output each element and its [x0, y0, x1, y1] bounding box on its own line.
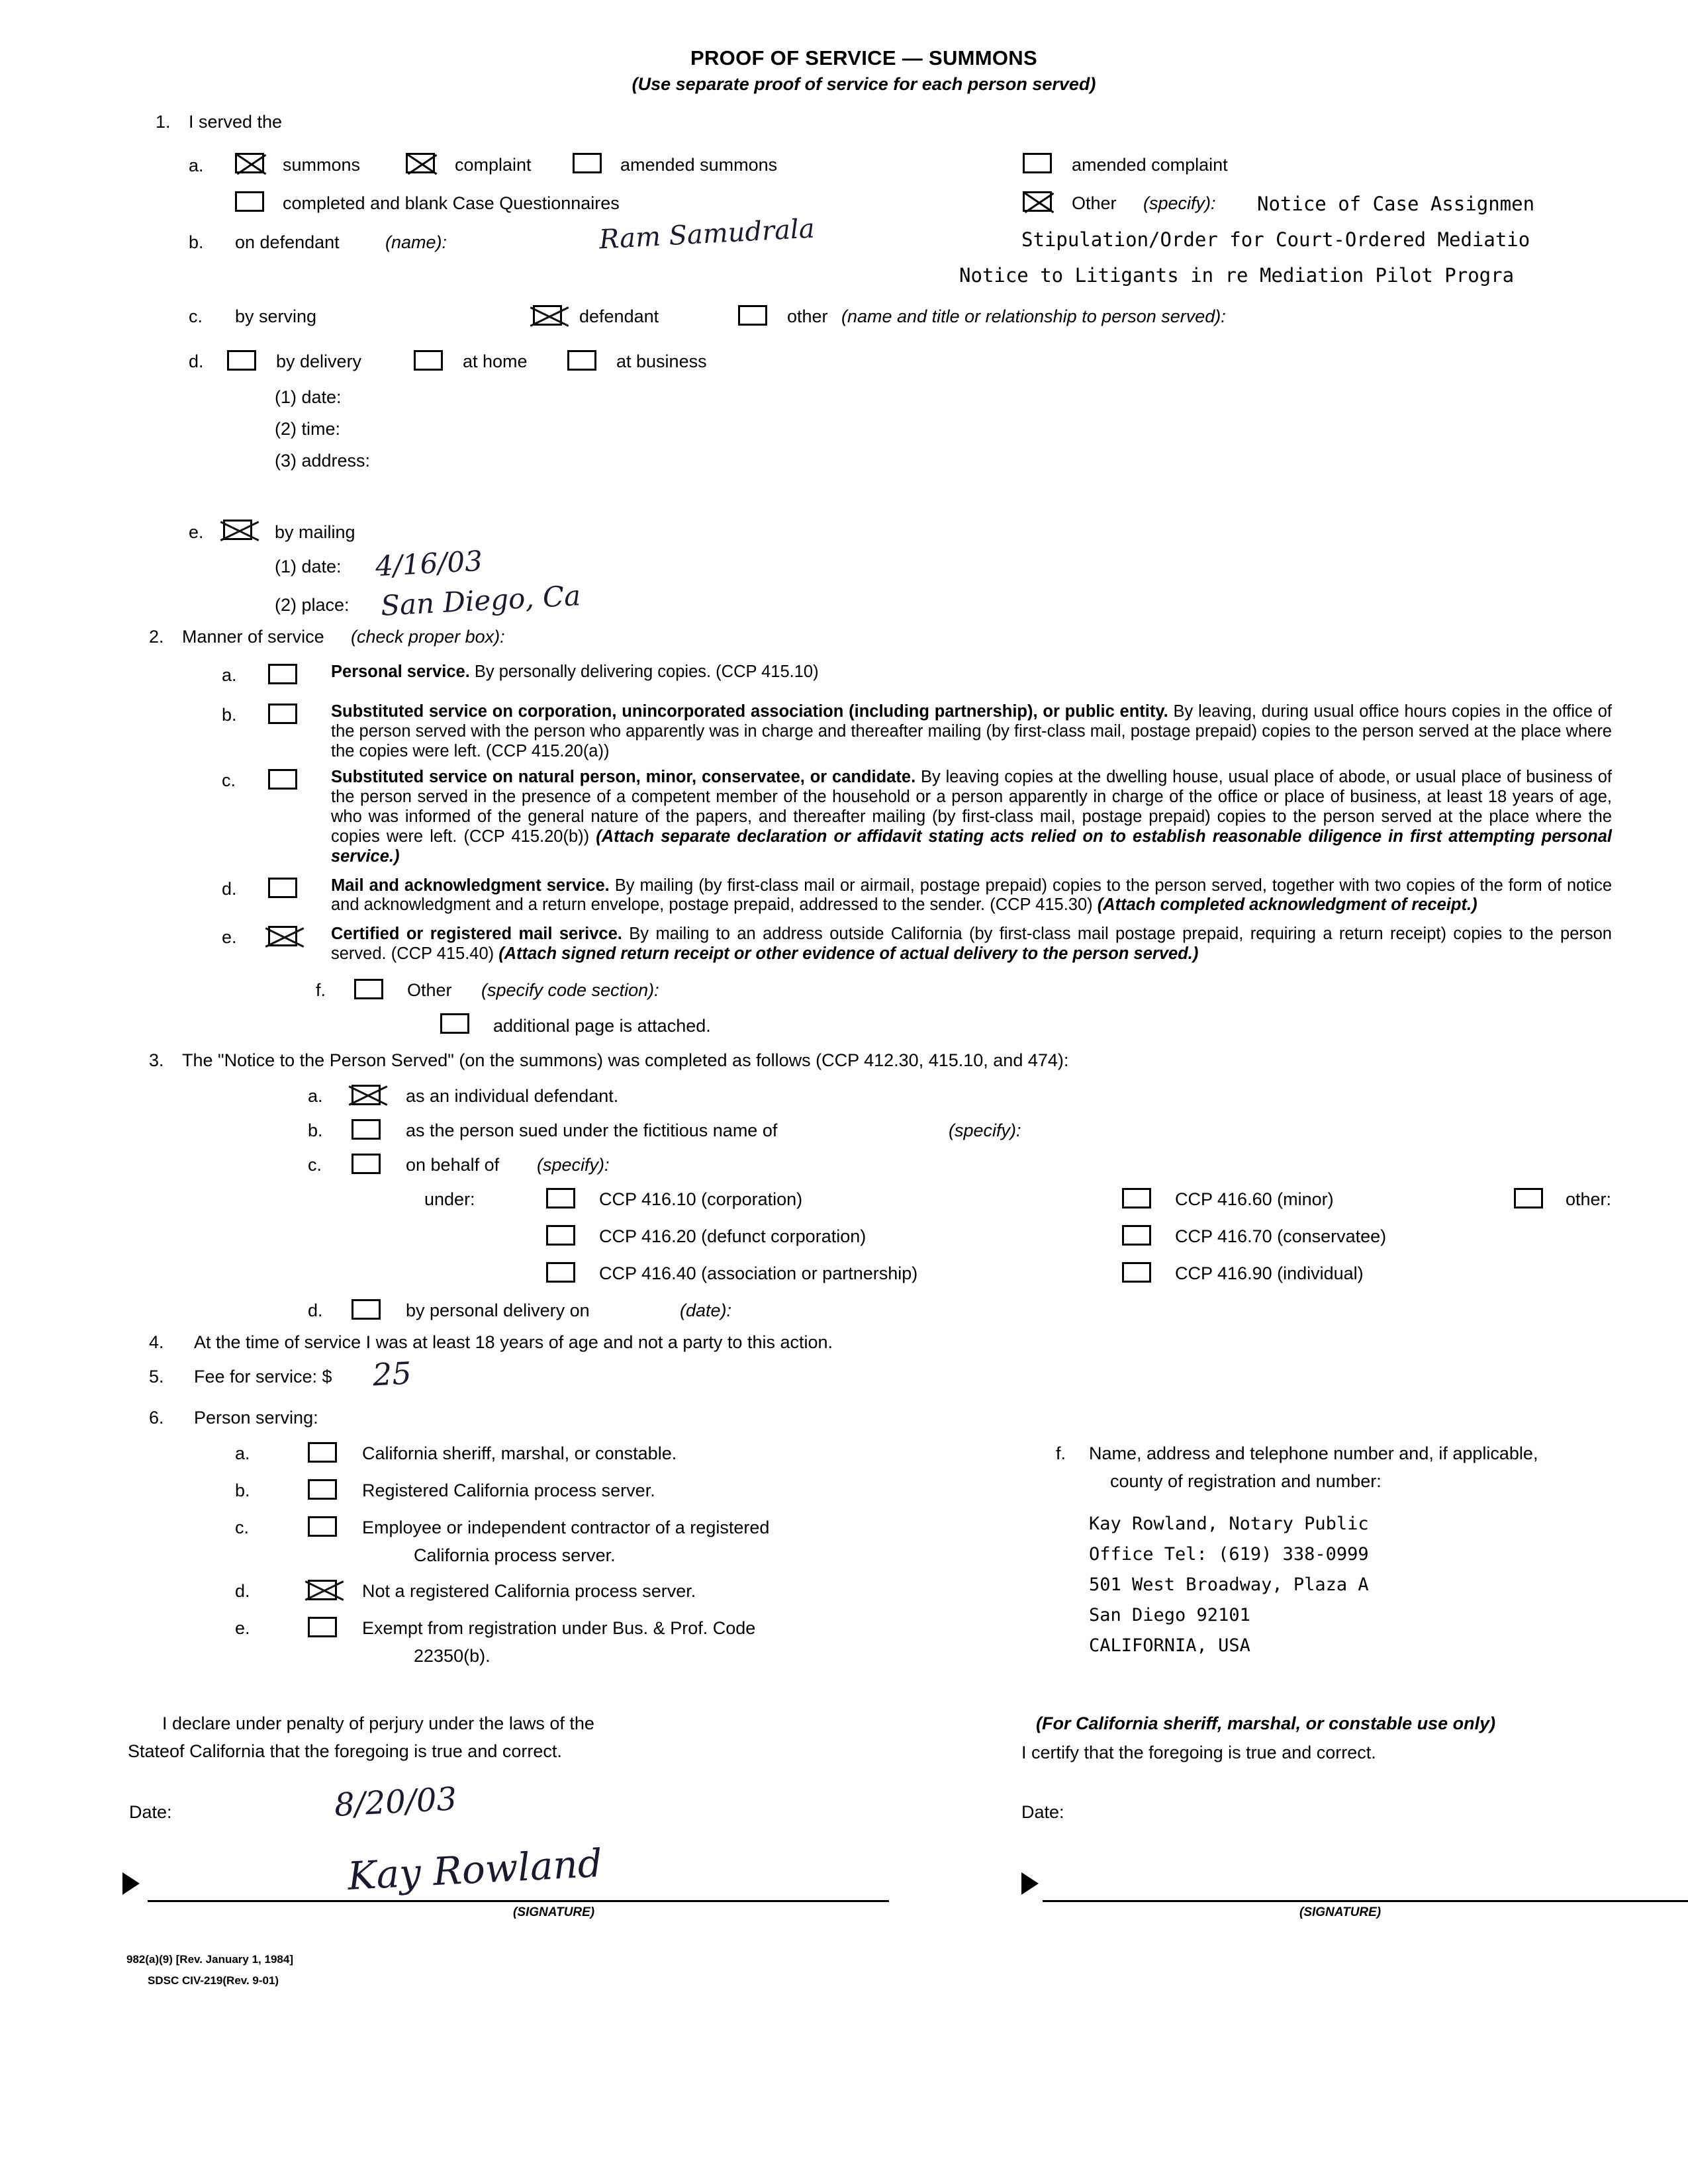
checkbox-summons[interactable] — [235, 153, 264, 173]
checkbox-serving-defendant[interactable] — [533, 305, 562, 326]
label-completed-blank: completed and blank Case Questionnaires — [283, 193, 620, 213]
checkbox-ccp-416-90[interactable] — [1122, 1262, 1151, 1283]
label-personal-delivery-date: by personal delivery on — [406, 1300, 590, 1320]
item-6f-letter: f. — [1056, 1443, 1066, 1463]
label-other-specify: (specify): — [1143, 193, 1216, 213]
item-1e-date-row — [116, 544, 1612, 592]
footer-line-1: 982(a)(9) [Rev. January 1, 1984] — [126, 1952, 293, 1966]
item-3-under-row3 — [116, 1261, 1612, 1298]
checkbox-serving-other[interactable] — [738, 305, 767, 326]
item-2d-row — [116, 876, 1612, 916]
checkbox-sheriff[interactable] — [308, 1442, 337, 1463]
item-1d-address-row — [116, 451, 1612, 517]
item-2-lead: Manner of service — [182, 627, 324, 647]
fee-value: 25 — [371, 1355, 412, 1393]
label-by-serving: by serving — [235, 306, 317, 326]
footer-block — [116, 1953, 1612, 2006]
checkbox-personal-delivery-date[interactable] — [352, 1299, 381, 1320]
label-other: Other — [1072, 193, 1117, 213]
item-6d-letter: d. — [235, 1580, 250, 1601]
checkbox-ccp-416-60[interactable] — [1122, 1188, 1151, 1208]
item-2a-row — [116, 662, 1612, 696]
mailing-date-value: 4/16/03 — [374, 544, 484, 583]
label-additional-page: additional page is attached. — [493, 1015, 711, 1036]
item-6-number: 6. — [149, 1407, 164, 1428]
item-1d-date-row — [116, 387, 1612, 419]
label-exempt-registration: Exempt from registration under Bus. & Prof. Code — [362, 1617, 756, 1638]
other-value-line2: Stipulation/Order for Court-Ordered Mediatio — [1021, 228, 1530, 251]
server-address-line-2: Office Tel: (619) 338-0999 — [1089, 1543, 1369, 1565]
label-on-defendant: on defendant — [235, 232, 340, 252]
item-2b-row — [116, 702, 1612, 761]
label-mailing-place: (2) place: — [275, 595, 350, 615]
label-ccp-416-70: CCP 416.70 (conservatee) — [1175, 1226, 1387, 1246]
checkbox-other-3c[interactable] — [1514, 1188, 1543, 1208]
item-3-under-row2 — [116, 1224, 1612, 1261]
item-5-text: Fee for service: $ — [194, 1366, 332, 1387]
label-fictitious-hint: (specify): — [949, 1120, 1021, 1140]
label-by-delivery: by delivery — [276, 351, 362, 371]
checkbox-employee-contractor[interactable] — [308, 1516, 337, 1537]
label-under: under: — [424, 1189, 475, 1209]
page-title: PROOF OF SERVICE — SUMMONS — [690, 46, 1037, 69]
checkbox-certified-mail[interactable] — [268, 926, 297, 946]
label-on-behalf-hint: (specify): — [537, 1154, 610, 1175]
checkbox-by-delivery[interactable] — [227, 350, 256, 371]
checkbox-ccp-416-40[interactable] — [546, 1262, 575, 1283]
other-value-line1: Notice of Case Assignmen — [1257, 193, 1535, 215]
checkbox-not-registered[interactable] — [308, 1580, 337, 1600]
label-exempt-registration-2: 22350(b). — [414, 1645, 491, 1666]
item-1d-time-row — [116, 419, 1612, 451]
item-3a-row — [116, 1083, 1612, 1118]
label-not-registered: Not a registered California process server. — [362, 1580, 696, 1601]
checkbox-ccp-416-10[interactable] — [546, 1188, 575, 1208]
item-3-lead: The "Notice to the Person Served" (on the summons) was completed as follows (CCP 412.30, 415.10, and 474): — [182, 1050, 1069, 1070]
item-6-lead: Person serving: — [194, 1407, 318, 1428]
checkbox-amended-summons[interactable] — [573, 153, 602, 173]
item-1c-row — [116, 297, 1612, 347]
item-1-number: 1. — [156, 112, 171, 132]
label-other-code: Other — [407, 979, 452, 1000]
item-3-header — [116, 1050, 1612, 1083]
label-registered-server: Registered California process server. — [362, 1480, 655, 1500]
item-2f-row — [116, 976, 1612, 1013]
label-delivery-date: (1) date: — [275, 387, 342, 407]
item-2c-row — [116, 768, 1612, 866]
label-amended-summons: amended summons — [620, 155, 778, 175]
item-2a-letter: a. — [222, 665, 237, 685]
label-ccp-416-90: CCP 416.90 (individual) — [1175, 1263, 1364, 1283]
checkbox-other-specify[interactable] — [1023, 191, 1052, 212]
page-subtitle: (Use separate proof of service for each person served) — [632, 74, 1096, 94]
item-4-row — [116, 1332, 1612, 1367]
footer-line-2: SDSC CIV-219(Rev. 9-01) — [148, 1974, 279, 1987]
item-2-lead-hint: (check proper box): — [351, 627, 505, 647]
item-2c-bold-tail: (Attach separate declaration or affidavit stating acts relied on to establish reasonable diligence in first attempting personal service.) — [331, 827, 1612, 866]
item-1d-letter: d. — [189, 351, 204, 371]
date-label-left: Date: — [129, 1801, 172, 1822]
label-ccp-416-10: CCP 416.10 (corporation) — [599, 1189, 803, 1209]
item-3c-letter: c. — [308, 1154, 322, 1175]
checkbox-substituted-natural[interactable] — [268, 769, 297, 790]
label-fictitious-name: as the person sued under the fictitious name of — [406, 1120, 778, 1140]
item-2f-letter: f. — [316, 979, 326, 1000]
item-2d-bold: Mail and acknowledgment service. — [331, 876, 610, 895]
item-6b-letter: b. — [235, 1480, 250, 1500]
checkbox-complaint[interactable] — [406, 153, 435, 173]
label-at-home: at home — [463, 351, 528, 371]
label-complaint: complaint — [455, 155, 532, 175]
declaration-block — [116, 1713, 1612, 1793]
form-body — [116, 46, 1612, 2006]
other-value-line3-row — [116, 264, 1612, 297]
checkbox-registered-server[interactable] — [308, 1479, 337, 1500]
label-at-business: at business — [616, 351, 707, 371]
defendant-name-value: Ram Samudrala — [598, 213, 816, 255]
item-3b-row — [116, 1118, 1612, 1152]
label-name-hint: (name): — [385, 232, 447, 252]
signature-caption-right: (SIGNATURE) — [1299, 1905, 1382, 1919]
label-employee-contractor-2: California process server. — [414, 1545, 616, 1565]
label-mailing-date: (1) date: — [275, 557, 342, 576]
item-3b-letter: b. — [308, 1120, 323, 1140]
declaration-left-line1: I declare under penalty of perjury under the laws of the — [162, 1713, 594, 1733]
item-1 — [116, 112, 1612, 152]
label-amended-complaint: amended complaint — [1072, 155, 1228, 175]
checkbox-ccp-416-20[interactable] — [546, 1225, 575, 1246]
item-1-lead: I served the — [189, 112, 283, 132]
date-value-left: 8/20/03 — [333, 1780, 458, 1824]
checkbox-ccp-416-70[interactable] — [1122, 1225, 1151, 1246]
item-3a-letter: a. — [308, 1085, 323, 1106]
item-2-number: 2. — [149, 627, 164, 647]
checkbox-completed-blank[interactable] — [235, 191, 264, 212]
item-2f-sub-row — [116, 1013, 1612, 1050]
item-4-number: 4. — [149, 1332, 164, 1352]
item-1a-letter: a. — [189, 156, 204, 175]
mailing-place-value: San Diego, Ca — [379, 579, 582, 622]
declaration-right-line2: I certify that the foregoing is true and correct. — [1021, 1742, 1376, 1762]
label-ccp-416-40: CCP 416.40 (association or partnership) — [599, 1263, 918, 1283]
server-address-line-4: San Diego 92101 — [1089, 1604, 1250, 1625]
item-3c-row — [116, 1152, 1612, 1187]
item-6e-letter: e. — [235, 1617, 250, 1638]
item-5-number: 5. — [149, 1366, 164, 1387]
item-1b-row — [116, 213, 1612, 267]
item-3d-letter: d. — [308, 1300, 323, 1320]
item-2e-letter: e. — [222, 927, 237, 948]
arrow-left-icon — [122, 1872, 140, 1895]
item-1a-row2 — [116, 190, 1612, 227]
item-2-header — [116, 627, 1612, 660]
checkbox-on-behalf-of[interactable] — [352, 1154, 381, 1174]
label-delivery-address: (3) address: — [275, 451, 371, 471]
checkbox-amended-complaint[interactable] — [1023, 153, 1052, 173]
item-2d-letter: d. — [222, 878, 237, 899]
signature-block — [116, 1840, 1612, 1945]
arrow-right-icon — [1021, 1872, 1039, 1895]
signature-caption-left: (SIGNATURE) — [513, 1905, 595, 1919]
label-by-mailing: by mailing — [275, 522, 355, 542]
item-2e-text: By mailing to an address outside California (by first-class mail postage prepaid, requiring a return receipt) copies to the person served. (CCP 415.40) — [331, 925, 1612, 964]
item-5-row — [116, 1355, 1612, 1408]
item-2b-bold: Substituted service on corporation, unincorporated association (including partnership), or public entity. — [331, 702, 1168, 721]
label-personal-delivery-hint: (date): — [680, 1300, 732, 1320]
item-2d-bold-tail: (Attach completed acknowledgment of receipt.) — [1092, 895, 1477, 915]
signature-value-left: Kay Rowland — [346, 1840, 604, 1899]
item-1e-letter: e. — [189, 522, 204, 542]
item-1e-place-row — [116, 579, 1612, 627]
label-employee-contractor: Employee or independent contractor of a registered — [362, 1517, 770, 1537]
item-6a-letter: a. — [235, 1443, 250, 1463]
declaration-left-line2: Stateof California that the foregoing is true and correct. — [128, 1741, 562, 1761]
item-6c-letter: c. — [235, 1517, 250, 1537]
item-2a-bold: Personal service. — [331, 662, 470, 681]
item-2c-letter: c. — [222, 770, 236, 791]
label-serving-defendant: defendant — [579, 306, 659, 326]
item-2b-letter: b. — [222, 705, 237, 725]
item-2e-row — [116, 925, 1612, 964]
checkbox-personal-service[interactable] — [268, 664, 297, 684]
checkbox-substituted-corp[interactable] — [268, 704, 297, 724]
item-1c-letter: c. — [189, 306, 203, 326]
item-1d-row — [116, 347, 1612, 387]
checkbox-at-business[interactable] — [567, 350, 596, 371]
item-2e-bold-tail: (Attach signed return receipt or other evidence of actual delivery to the person served.) — [494, 944, 1199, 964]
item-2a-text: By personally delivering copies. (CCP 415.10) — [469, 662, 819, 681]
label-serving-other-hint: (name and title or relationship to person served): — [841, 306, 1226, 326]
server-address-line-5: CALIFORNIA, USA — [1089, 1635, 1250, 1656]
declaration-right-line1: (For California sheriff, marshal, or constable use only) — [1036, 1713, 1496, 1733]
server-address-line-3: 501 West Broadway, Plaza A — [1089, 1574, 1369, 1595]
label-on-behalf-of: on behalf of — [406, 1154, 500, 1175]
checkbox-additional-page[interactable] — [440, 1013, 469, 1034]
checkbox-other-code[interactable] — [354, 979, 383, 999]
signature-line-left — [148, 1900, 889, 1902]
label-serving-other: other — [787, 306, 828, 326]
date-label-right: Date: — [1021, 1801, 1064, 1822]
item-2c-text: By leaving copies at the dwelling house, usual place of abode, or usual place of business of the person served in the presence of a competent member of the household or a person apparently in charge of the office or place of business, at least 18 years of age, who was informed of the general nature of the papers, and thereafter mailing (by first-class mail, postage prepaid) copies to the person served at the place where the copies were left. (CCP 415.20(b)) — [331, 768, 1612, 846]
label-6f-line2: county of registration and number: — [1110, 1471, 1382, 1491]
label-summons: summons — [283, 155, 361, 175]
other-value-line3: Notice to Litigants in re Mediation Pilot Progra — [959, 264, 1515, 287]
item-1a-row — [116, 152, 1612, 190]
checkbox-individual-defendant[interactable] — [352, 1085, 381, 1105]
checkbox-at-home[interactable] — [414, 350, 443, 371]
checkbox-fictitious-name[interactable] — [352, 1119, 381, 1140]
label-ccp-416-60: CCP 416.60 (minor) — [1175, 1189, 1334, 1209]
item-4-text: At the time of service I was at least 18 years of age and not a party to this action. — [194, 1332, 833, 1352]
item-2e-bold: Certified or registered mail serivce. — [331, 925, 622, 944]
checkbox-mail-ack[interactable] — [268, 878, 297, 898]
label-individual-defendant: as an individual defendant. — [406, 1085, 619, 1106]
label-6f-line1: Name, address and telephone number and, if applicable, — [1089, 1443, 1538, 1463]
server-address-line-1: Kay Rowland, Notary Public — [1089, 1513, 1369, 1534]
label-sheriff: California sheriff, marshal, or constable. — [362, 1443, 677, 1463]
item-2d-text: By mailing (by first-class mail or airmail, postage prepaid) copies to the person served, together with two copies of the form of notice and acknowledgment and a return envelope, postage prepaid, addressed to the sender. (CCP 415.30) — [331, 876, 1613, 915]
checkbox-exempt-registration[interactable] — [308, 1617, 337, 1637]
item-1b-letter: b. — [189, 232, 204, 252]
label-other-code-hint: (specify code section): — [481, 979, 659, 1000]
item-6-header — [116, 1408, 1612, 1442]
label-ccp-416-20: CCP 416.20 (defunct corporation) — [599, 1226, 867, 1246]
date-row — [116, 1780, 1612, 1866]
checkbox-by-mailing[interactable] — [223, 520, 252, 540]
item-3-under-row1 — [116, 1187, 1612, 1224]
label-delivery-time: (2) time: — [275, 419, 341, 439]
item-3d-row — [116, 1298, 1612, 1332]
item-2c-bold: Substituted service on natural person, minor, conservatee, or candidate. — [331, 768, 916, 787]
label-other-3c: other: — [1566, 1189, 1612, 1209]
item-3-number: 3. — [149, 1050, 164, 1070]
signature-line-right — [1043, 1900, 1688, 1902]
item-1e-row — [116, 517, 1612, 554]
item-6-body — [116, 1442, 1612, 1713]
item-2b-text: By leaving, during usual office hours copies in the office of the person served with the person who apparently was in charge and thereafter mailing (by first-class mail, postage prepaid) copies to the person served at the place where the copies were left. (CCP 415.20(a)) — [331, 702, 1613, 760]
